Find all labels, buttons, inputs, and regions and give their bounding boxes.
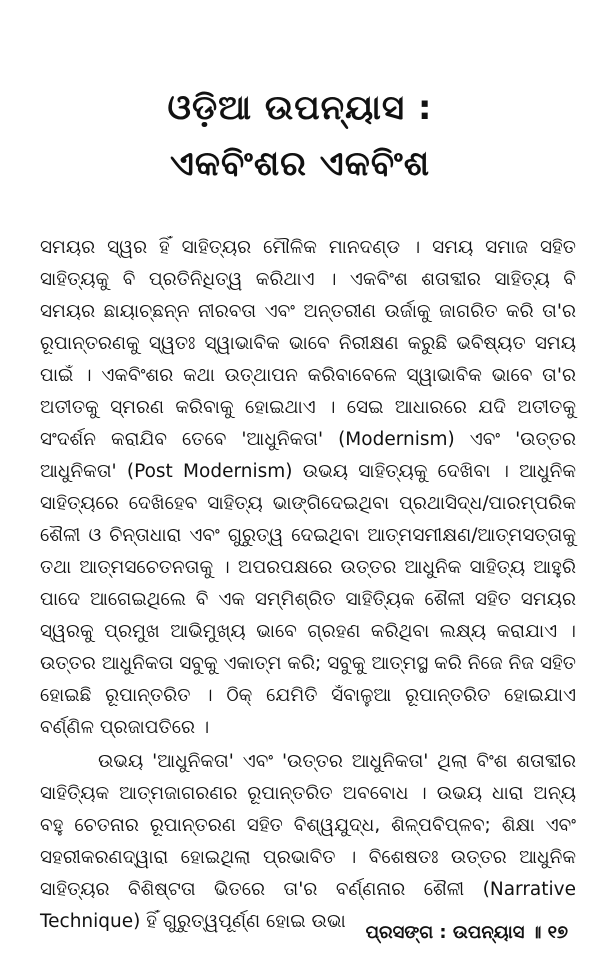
title-line-2: ଏକବିଂଶର ଏକବିଂଶ (169, 144, 431, 184)
article-body (40, 232, 576, 940)
body-paragraph-2: ଉଭୟ 'ଆଧୁନିକତା' ଏବଂ 'ଉତ୍ତର ଆଧୁନିକତା' ଥିଲା ବିଂଶ ଶତାବ୍ଦୀର ସାହିତ୍ୟିକ ଆତ୍ମଜାଗରଣର ରୂପାନ୍ତରିତ ଅବବୋଧ । ଉଭୟ ଧାରା ଅନ୍ୟ ବହୁ ଚେତନାର ରୂପାନ୍ତରଣ ସହିତ ବିଶ୍ୱଯୁଦ୍ଧ, ଶିଳ୍ପବିପ୍ଳବ; ଶିକ୍ଷା ଏବଂ ସହରୀକରଣଦ୍ୱାରା ହୋଇଥିଲା ପ୍ରଭାବିତ । ବିଶେଷତଃ ଉତ୍ତର ଆଧୁନିକ ସାହିତ୍ୟର ବିଶିଷ୍ଟତା ଭିତରେ ତା'ର ବର୍ଣ୍ଣନାର ଶୈଳୀ (Narrative Technique) ହିଁ ଗୁରୁତ୍ୱପୂର୍ଣ୍ଣ ହୋଇ ଉଭା (40, 751, 576, 932)
article-title (0, 80, 600, 192)
body-paragraph-1: ସମୟର ସ୍ୱର ହିଁ ସାହିତ୍ୟର ମୌଳିକ ମାନଦଣ୍ଡ । ସମୟ ସମାଜ ସହିତ ସାହିତ୍ୟକୁ ବି ପ୍ରତିନିଧିତ୍ୱ କରିଥାଏ । ଏକବିଂଶ ଶତାବ୍ଦୀର ସାହିତ୍ୟ ବି ସମୟର ଛାୟାଚ୍ଛନ୍ନ ନୀରବତା ଏବଂ ଅନ୍ତରୀଣ ଉର୍ଜାକୁ ଜାଗରିତ କରି ତା'ର ରୂପାନ୍ତରଣକୁ ସ୍ୱତଃ ସ୍ୱାଭାବିକ ଭାବେ ନିରୀକ୍ଷଣ କରୁଛି ଭବିଷ୍ୟତ ସମୟ ପାଇଁ । ଏକବିଂଶର କଥା ଉତ୍‌ଥାପନ କରିବାବେଳେ ସ୍ୱାଭାବିକ ଭାବେ ତା'ର ଅତୀତକୁ ସ୍ମରଣ କରିବାକୁ ହୋଇଥାଏ । ସେଇ ଆଧାରରେ ଯଦି ଅତୀତକୁ ସଂଦର୍ଶନ କରାଯିବ ତେବେ 'ଆଧୁନିକତା' (Modernism) ଏବଂ 'ଉତ୍ତର ଆଧୁନିକତା' (Post Modernism) ଉଭୟ ସାହିତ୍ୟକୁ ଦେଖିବା । ଆଧୁନିକ ସାହିତ୍ୟରେ ଦେଖିହେବ ସାହିତ୍ୟ ଭାଙ୍ଗିଦେଇଥିବା ପ୍ରଥାସିଦ୍ଧ/ପାରମ୍ପରିକ ଶୈଳୀ ଓ ଚିନ୍ତାଧାରା ଏବଂ ଗୁରୁତ୍ୱ ଦେଇଥିବା ଆତ୍ମସମୀକ୍ଷଣ/ଆତ୍ମସତ୍ତାକୁ ତଥା ଆତ୍ମସଚେତନତାକୁ । ଅପରପକ୍ଷରେ ଉତ୍ତର ଆଧୁନିକ ସାହିତ୍ୟ ଆହୁରି ପାଦେ ଆଗେଇଥିଲେ ବି ଏକ ସମ୍ମିଶ୍ରିତ ସାହିତ୍ୟିକ ଶୈଳୀ ସହିତ ସମୟର ସ୍ୱରକୁ ପ୍ରମୁଖ ଆଭିମୁଖ୍ୟ ଭାବେ ଗ୍ରହଣ କରିଥିବା ଲକ୍ଷ୍ୟ କରାଯାଏ । ଉତ୍ତର ଆଧୁନିକତା ସବୁକୁ ଏକାତ୍ମ କରି; ସବୁକୁ ଆତ୍ମସ୍ଥ କରି ନିଜେ ନିଜ ସହିତ ହୋଇଛି ରୂପାନ୍ତରିତ । ଠିକ୍ ଯେମିତି ସଁବାଳୁଆ ରୂପାନ୍ତରିତ ହୋଇଯାଏ ବର୍ଣ୍ଣିଳ ପ୍ରଜାପତିରେ । (40, 237, 576, 738)
page-footer: ପ୍ରସଙ୍ଗ : ଉପନ୍ୟାସ ॥ ୧୭ (365, 922, 568, 943)
title-line-1: ଓଡ଼ିଆ ଉପନ୍ୟାସ : (167, 88, 433, 128)
